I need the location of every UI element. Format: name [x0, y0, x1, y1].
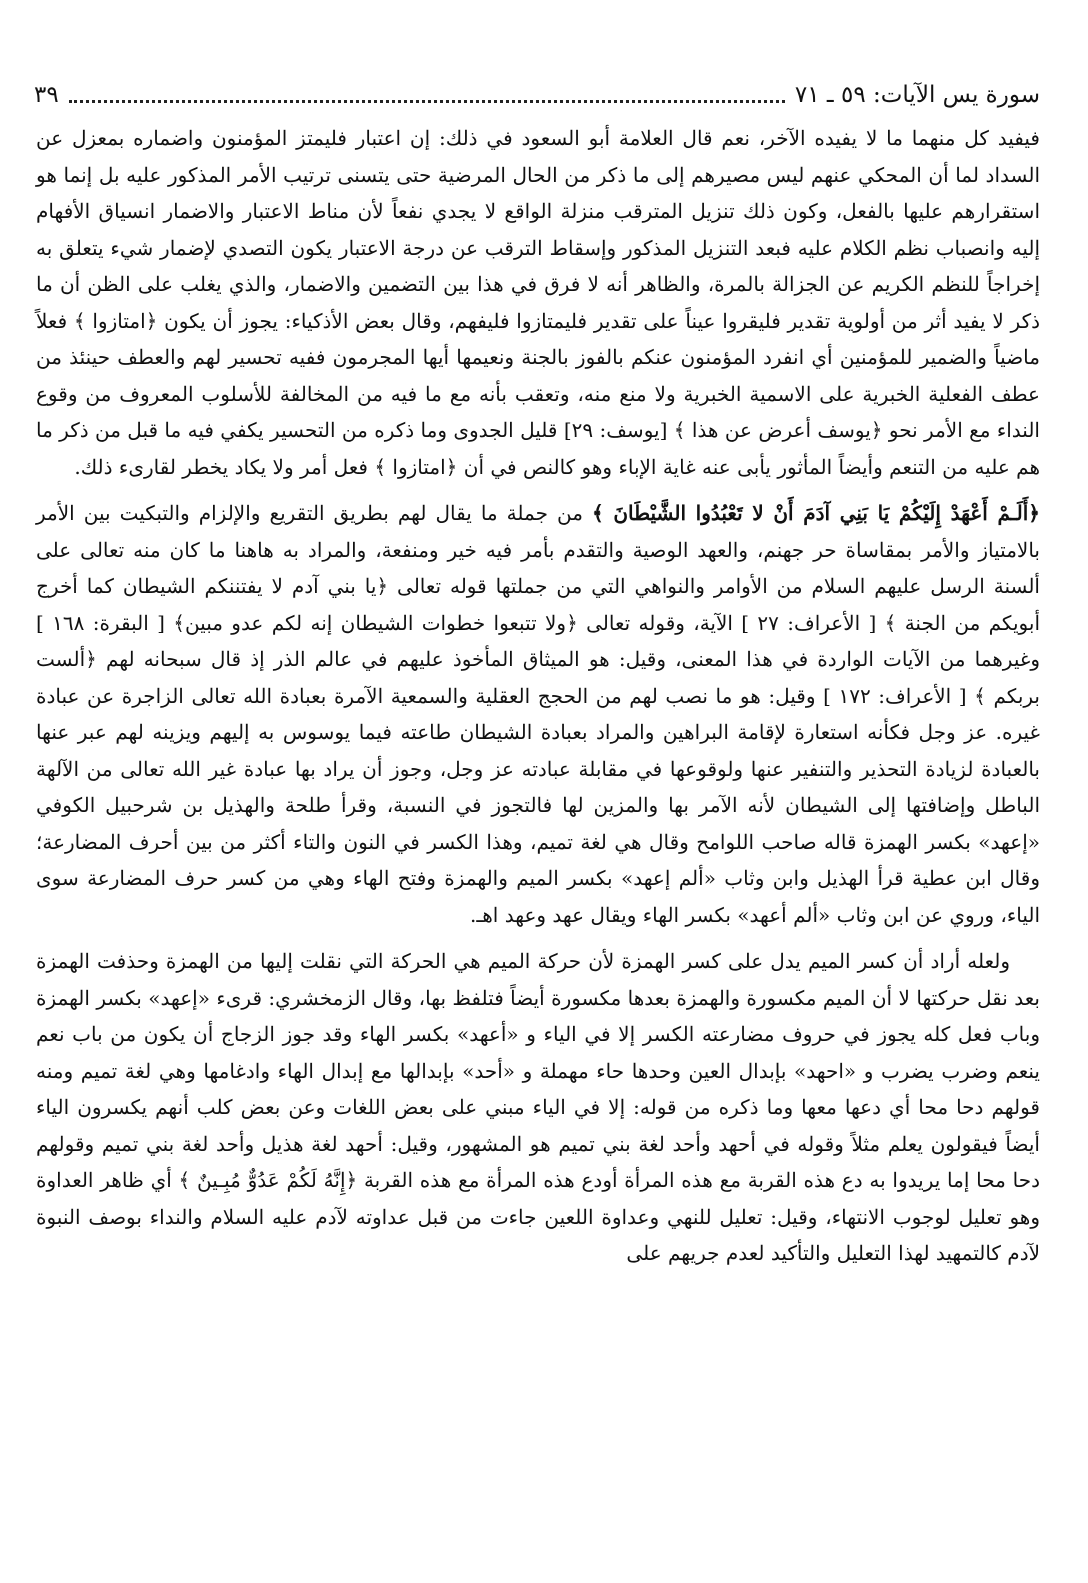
surah-title: سورة يس الآيات: ٥٩ ـ ٧١ — [794, 82, 1040, 108]
paragraph-2-text: من جملة ما يقال لهم بطريق التقريع والإلزام والتبكيت بين الأمر بالامتياز والأمر بمقاساة حر جهنم، والعهد الوصية والتقدم بأمر فيه خير ومنفعة، والمراد به هاهنا ما كان منه تعالى على ألسنة الرسل عليهم السلام من الأوامر والنواهي التي من جملتها قوله تعالى ﴿يا بني آدم لا يفتننكم الشيطان كما أخرج أبويكم من الجنة ﴾ [ الأعراف: ٢٧ ] الآية، وقوله تعالى ﴿ولا تتبعوا خطوات الشيطان إنه لكم عدو مبين﴾ [ البقرة: ١٦٨ ] وغيرهما من الآيات الواردة في هذا المعنى، وقيل: هو الميثاق المأخوذ عليهم في عالم الذر إذ قال سبحانه لهم ﴿ألست بربكم ﴾ [ الأعراف: ١٧٢ ] وقيل: هو ما نصب لهم من الحجج العقلية والسمعية الآمرة بعبادة الله تعالى الزاجرة عن عبادة غيره. عز وجل فكأنه استعارة لإقامة البراهين والمراد بعبادة الشيطان طاعته فيما يوسوس به إليهم ويزينه لهم عبر عنها بالعبادة لزيادة التحذير والتنفير عنها ولوقوعها في مقابلة عبادته عز وجل، وجوز أن يراد بها عبادة غير الله تعالى من الآلهة الباطل وإضافتها إلى الشيطان لأنه الآمر بها والمزين لها فالتجوز في النسبة، وقرأ طلحة والهذيل بن شرحبيل الكوفي «إعهد» بكسر الهمزة قاله صاحب اللوامح وقال هي لغة تميم، وهذا الكسر في النون والتاء أكثر من بين أحرف المضارعة؛ وقال ابن عطية قرأ الهذيل وابن وثاب «ألم إعهد» بكسر الميم والهمزة وفتح الهاء وهي من كسر حرف المضارعة سوى الياء، وروي عن ابن وثاب «ألم أعهد» بكسر الهاء ويقال عهد وعهد اهـ. — [36, 501, 1041, 927]
page-number: ٣٩ — [34, 82, 59, 108]
paragraph-3-text: ولعله أراد أن كسر الميم يدل على كسر الهمزة لأن حركة الميم هي الحركة التي نقلت إليها من الهمزة وحذفت الهمزة بعد نقل حركتها لا أن الميم مكسورة والهمزة بعدها مكسورة أيضاً فتلفظ بها، وقال الزمخشري: قرىء «إعهد» بكسر الهمزة وباب فعل كله يجوز في حروف مضارعته الكسر إلا في الياء و «أعهد» بكسر الهاء وقد جوز الزجاج أن يكون من باب نعم ينعم وضرب يضرب و «احهد» بإبدال العين وحدها حاء مهملة و «أحد» بإبدالها مع إبدال الهاء وادغامها وهي لغة تميم ومنه قولهم دحا محا أي دعها معها وما ذكره من قوله: إلا في الياء مبني على بعض اللغات وعن بعض كلب أنهم يكسرون الياء أيضاً فيقولون يعلم مثلاً وقوله في أحهد وأحد لغة بني تميم هو المشهور، وقيل: أحهد لغة هذيل وأحد لغة بني تميم وقولهم دحا محا إما يريدوا به دع هذه القربة مع هذه المرأة أودع هذه المرأة مع هذه القربة ﴿إِنَّهُ لَكُمْ عَدُوٌّ مُبِـينٌ ﴾ أي ظاهر العداوة وهو تعليل لوجوب الانتهاء، وقيل: تعليل للنهي وعداوة اللعين جاءت من قبل عداوته لآدم عليه السلام والنداء بوصف النبوة لآدم كالتمهيد لهذا التعليل والتأكيد لعدم جريهم على — [36, 949, 1041, 1265]
main-text — [36, 120, 1040, 1272]
paragraph-2 — [36, 495, 1040, 933]
leader-dots — [69, 100, 785, 103]
paragraph-1 — [36, 120, 1040, 485]
running-header — [34, 76, 1040, 110]
paragraph-3 — [36, 943, 1040, 1272]
quran-verse: ﴿أَلَـمْ أَعْهَدْ إِلَيْكُمْ يَا بَنِي آدَمَ أَنْ لا تَعْبُدُوا الشَّيْطَانَ ﴾ — [591, 501, 1040, 525]
paragraph-1-text: فيفيد كل منهما ما لا يفيده الآخر، نعم قال العلامة أبو السعود في ذلك: إن اعتبار فليمتز المؤمنون واضماره بمعزل عن السداد لما أن المحكي عنهم ليس مصيرهم إلى ما ذكر من الحال المرضية حتى يتسنى ترتيب الأمر المذكور عليه بل إنما هو استقرارهم عليها بالفعل، وكون ذلك تنزيل المترقب منزلة الواقع لا يجدي نفعاً لأن مناط الاعتبار والاضمار انسياق الأفهام إليه وانصباب نظم الكلام عليه فبعد التنزيل المذكور وإسقاط الترقب عن درجة الاعتبار يكون التصدي لإضمار شيء يتعلق به إخراجاً للنظم الكريم عن الجزالة بالمرة، والظاهر أنه لا فرق في هذا بين التضمين والاضمار، والذي يغلب على الظن أن ما ذكر لا يفيد أثر من أولوية تقدير فليقروا عيناً على تقدير فليمتازوا فليفهم، وقال بعض الأذكياء: يجوز أن يكون ﴿امتازوا ﴾ فعلاً ماضياً والضمير للمؤمنين أي انفرد المؤمنون عنكم بالفوز بالجنة ونعيمها أيها المجرمون ففيه تحسير لهم والعطف حينئذ من عطف الفعلية الخبرية على الاسمية الخبرية ولا منع منه، وتعقب بأنه مع ما فيه من المخالفة للأسلوب المعروف من وقوع النداء مع الأمر نحو ﴿يوسف أعرض عن هذا ﴾ [يوسف: ٢٩] قليل الجدوى وما ذكره من التحسير يكفي فيه ما قبل من ذكر ما هم عليه من التنعم وأيضاً المأثور يأبى عنه غاية الإباء وهو كالنص في أن ﴿امتازوا ﴾ فعل أمر ولا يكاد يخطر لقارىء ذلك. — [36, 126, 1041, 479]
